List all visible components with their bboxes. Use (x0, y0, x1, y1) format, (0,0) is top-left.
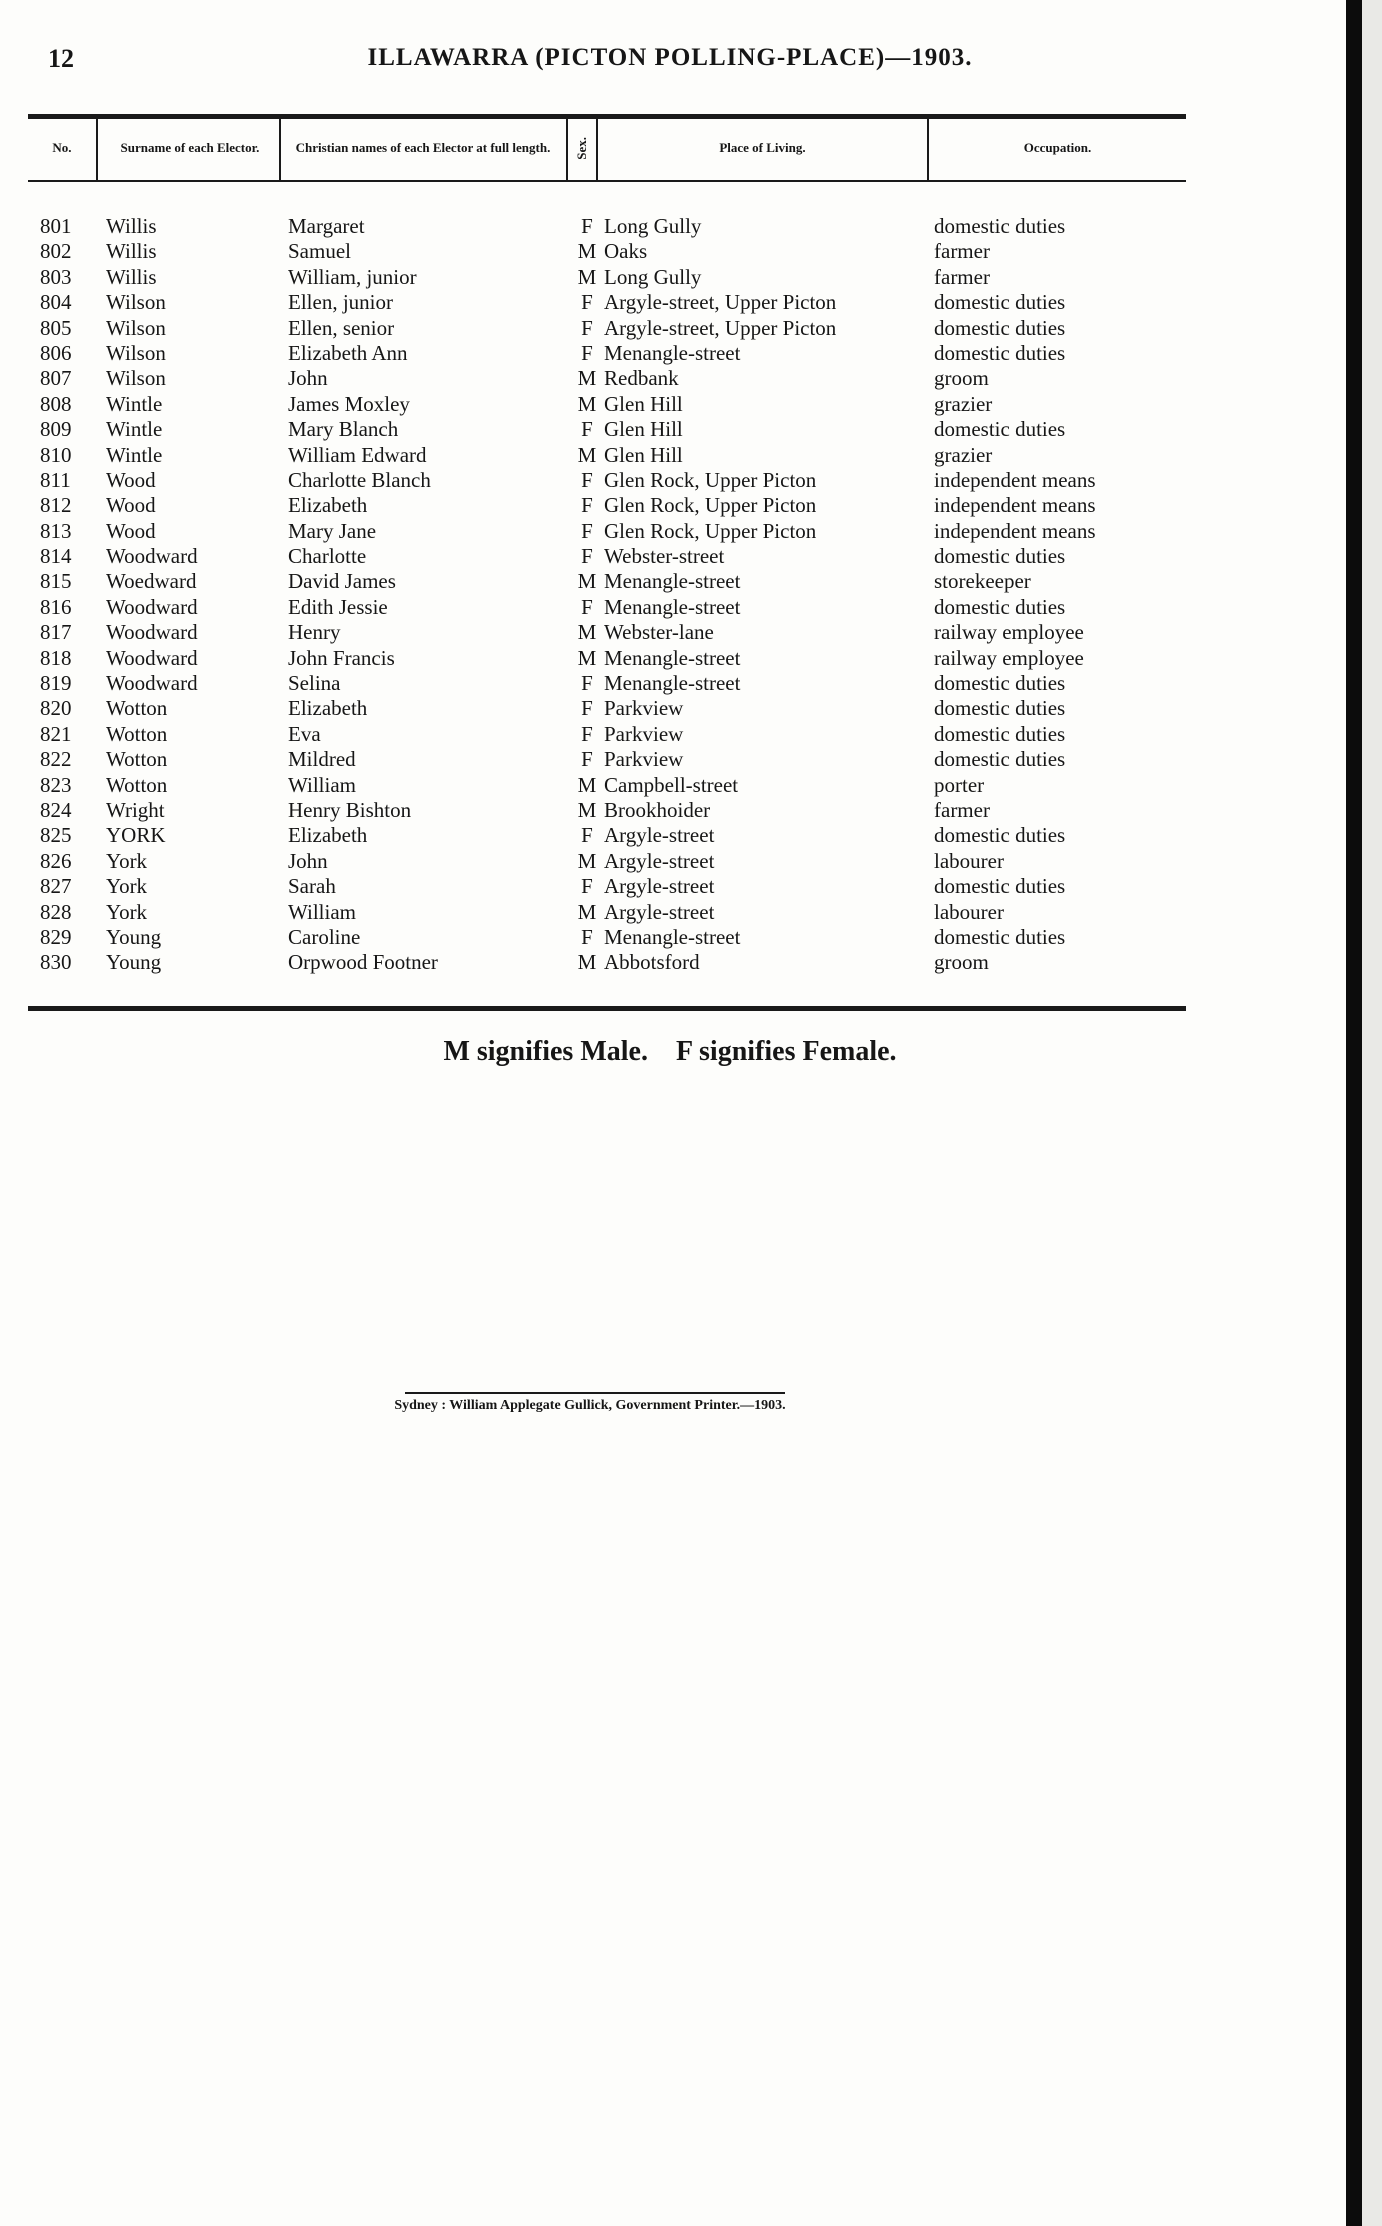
binding-shadow (1362, 0, 1382, 2226)
elector-christian-names: Selina (288, 671, 341, 696)
elector-place: Menangle-street (604, 645, 741, 670)
elector-surname: Young (106, 950, 162, 975)
elector-sex: F (581, 493, 593, 518)
elector-occupation: domestic duties (934, 594, 1066, 619)
elector-surname: Wilson (106, 366, 166, 391)
table-row (0, 900, 1182, 925)
elector-christian-names: David James (288, 569, 396, 594)
elector-occupation: grazier (934, 391, 993, 416)
elector-surname: Wood (106, 493, 156, 518)
elector-place: Argyle-street, Upper Picton (604, 290, 837, 315)
elector-number: 816 (40, 594, 72, 619)
elector-sex: M (577, 620, 597, 645)
elector-surname: Woodward (106, 594, 198, 619)
header-bottom-rule (28, 180, 1186, 182)
elector-occupation: domestic duties (934, 214, 1066, 238)
elector-christian-names: Edith Jessie (288, 594, 388, 619)
elector-number: 830 (40, 950, 72, 975)
elector-surname: Wotton (106, 772, 168, 797)
elector-number: 812 (40, 493, 72, 518)
elector-place: Glen Rock, Upper Picton (604, 493, 817, 518)
elector-christian-names: Sarah (288, 874, 336, 899)
table-row (0, 823, 1182, 848)
elector-sex: M (577, 442, 597, 467)
elector-number: 818 (40, 645, 72, 670)
elector-sex: F (581, 594, 593, 619)
elector-sex: M (577, 239, 597, 264)
table-row (0, 544, 1182, 569)
elector-number: 817 (40, 620, 72, 645)
elector-surname: Woodward (106, 671, 198, 696)
table-row (0, 392, 1182, 417)
elector-place: Long Gully (604, 214, 702, 238)
table-row (0, 595, 1182, 620)
elector-christian-names: Ellen, junior (288, 290, 393, 315)
elector-surname: Young (106, 924, 162, 949)
elector-number: 815 (40, 569, 72, 594)
table-row (0, 366, 1182, 391)
elector-surname: York (106, 874, 148, 899)
elector-christian-names: Samuel (288, 239, 351, 264)
elector-christian-names: Elizabeth (288, 696, 368, 721)
elector-place: Long Gully (604, 264, 702, 289)
elector-christian-names: Mary Blanch (288, 417, 399, 442)
elector-christian-names: William, junior (288, 264, 417, 289)
elector-christian-names: Margaret (288, 214, 365, 238)
elector-place: Parkview (604, 696, 684, 721)
elector-sex: F (581, 467, 593, 492)
table-row (0, 722, 1182, 747)
elector-occupation: storekeeper (934, 569, 1031, 594)
elector-surname: Woodward (106, 620, 198, 645)
elector-surname: Wilson (106, 340, 166, 365)
elector-number: 829 (40, 924, 72, 949)
elector-surname: Willis (106, 239, 157, 264)
elector-christian-names: Ellen, senior (288, 315, 395, 340)
elector-number: 809 (40, 417, 72, 442)
elector-place: Abbotsford (604, 950, 700, 975)
elector-sex: M (577, 264, 597, 289)
elector-christian-names: Elizabeth (288, 493, 368, 518)
elector-surname: Wotton (106, 721, 168, 746)
elector-occupation: groom (934, 366, 989, 391)
page-number: 12 (48, 44, 74, 73)
column-header-place: Place of Living. (719, 140, 806, 156)
elector-surname: York (106, 848, 148, 873)
elector-occupation: domestic duties (934, 340, 1066, 365)
elector-surname: Wintle (106, 417, 163, 442)
table-row (0, 874, 1182, 899)
elector-number: 804 (40, 290, 72, 315)
column-header-no: No. (52, 140, 72, 156)
table-row (0, 519, 1182, 544)
elector-surname: Woodward (106, 544, 198, 569)
elector-place: Argyle-street, Upper Picton (604, 315, 837, 340)
elector-sex: F (581, 696, 593, 721)
column-divider (96, 114, 98, 180)
printer-imprint: Sydney : William Applegate Gullick, Government Printer.—1903. (394, 1398, 786, 1413)
table-row (0, 341, 1182, 366)
elector-occupation: farmer (934, 264, 990, 289)
elector-surname: Willis (106, 214, 157, 238)
elector-surname: Wotton (106, 747, 168, 772)
elector-occupation: independent means (934, 493, 1096, 518)
elector-number: 827 (40, 874, 72, 899)
elector-number: 803 (40, 264, 72, 289)
elector-christian-names: Elizabeth Ann (288, 340, 408, 365)
elector-number: 826 (40, 848, 72, 873)
elector-christian-names: Charlotte (288, 544, 367, 569)
sex-legend: M signifies Male. F signifies Female. (443, 1036, 897, 1067)
elector-surname: Wood (106, 518, 156, 543)
elector-occupation: independent means (934, 518, 1096, 543)
elector-christian-names: William (288, 899, 356, 924)
elector-sex: F (581, 315, 593, 340)
table-row (0, 671, 1182, 696)
elector-sex: F (581, 721, 593, 746)
elector-sex: F (581, 823, 593, 848)
elector-surname: York (106, 899, 148, 924)
table-row (0, 265, 1182, 290)
elector-sex: M (577, 645, 597, 670)
elector-place: Parkview (604, 721, 684, 746)
elector-sex: M (577, 569, 597, 594)
elector-occupation: labourer (934, 848, 1004, 873)
elector-occupation: domestic duties (934, 544, 1066, 569)
elector-place: Menangle-street (604, 671, 741, 696)
elector-place: Glen Rock, Upper Picton (604, 467, 817, 492)
elector-number: 824 (40, 797, 72, 822)
elector-surname: Wintle (106, 442, 163, 467)
elector-christian-names: John (288, 848, 328, 873)
elector-place: Menangle-street (604, 340, 741, 365)
elector-place: Glen Rock, Upper Picton (604, 518, 817, 543)
elector-number: 811 (40, 467, 71, 492)
elector-surname: Wood (106, 467, 156, 492)
elector-surname: Wilson (106, 315, 166, 340)
elector-number: 808 (40, 391, 72, 416)
elector-sex: F (581, 874, 593, 899)
elector-christian-names: Mary Jane (288, 518, 377, 543)
elector-sex: M (577, 797, 597, 822)
binding-spine (1346, 0, 1362, 2226)
elector-place: Argyle-street (604, 823, 715, 848)
elector-place: Menangle-street (604, 924, 741, 949)
elector-occupation: railway employee (934, 645, 1084, 670)
elector-number: 822 (40, 747, 72, 772)
column-header-sex-cell (568, 118, 596, 178)
table-row (0, 773, 1182, 798)
table-bottom-rule (28, 1006, 1186, 1011)
elector-surname: Willis (106, 264, 157, 289)
elector-sex: M (577, 848, 597, 873)
elector-occupation: domestic duties (934, 671, 1066, 696)
elector-christian-names: Eva (288, 721, 321, 746)
elector-occupation: domestic duties (934, 721, 1066, 746)
elector-number: 825 (40, 823, 72, 848)
table-row (0, 620, 1182, 645)
elector-number: 828 (40, 899, 72, 924)
column-header-surname: Surname of each Elector. (120, 140, 260, 156)
elector-christian-names: Caroline (288, 924, 361, 949)
table-row (0, 569, 1182, 594)
elector-place: Argyle-street (604, 848, 715, 873)
elector-christian-names: James Moxley (288, 391, 410, 416)
elector-number: 807 (40, 366, 72, 391)
elector-christian-names: John Francis (288, 645, 395, 670)
elector-occupation: domestic duties (934, 290, 1066, 315)
elector-christian-names: William Edward (288, 442, 427, 467)
column-divider (279, 114, 281, 180)
elector-christian-names: William (288, 772, 356, 797)
elector-number: 813 (40, 518, 72, 543)
table-row (0, 950, 1182, 975)
elector-sex: M (577, 772, 597, 797)
elector-sex: M (577, 950, 597, 975)
column-header-christian-names: Christian names of each Elector at full length. (295, 140, 551, 156)
table-row (0, 646, 1182, 671)
elector-place: Webster-street (604, 544, 725, 569)
elector-sex: F (581, 747, 593, 772)
elector-number: 821 (40, 721, 72, 746)
table-row (0, 443, 1182, 468)
elector-place: Campbell-street (604, 772, 739, 797)
elector-sex: M (577, 391, 597, 416)
elector-sex: F (581, 924, 593, 949)
elector-occupation: labourer (934, 899, 1004, 924)
table-row (0, 798, 1182, 823)
elector-sex: F (581, 290, 593, 315)
elector-place: Argyle-street (604, 899, 715, 924)
elector-place: Oaks (604, 239, 648, 264)
elector-occupation: independent means (934, 467, 1096, 492)
elector-sex: M (577, 899, 597, 924)
elector-sex: M (577, 366, 597, 391)
elector-surname: Woodward (106, 645, 198, 670)
elector-surname: Wright (106, 797, 165, 822)
column-header-occupation: Occupation. (1023, 140, 1092, 156)
elector-surname: Wilson (106, 290, 166, 315)
elector-occupation: domestic duties (934, 823, 1066, 848)
elector-place: Menangle-street (604, 569, 741, 594)
elector-sex: F (581, 340, 593, 365)
table-row (0, 417, 1182, 442)
elector-number: 806 (40, 340, 72, 365)
elector-place: Parkview (604, 747, 684, 772)
elector-christian-names: Orpwood Footner (288, 950, 438, 975)
printer-rule (405, 1392, 785, 1394)
elector-place: Brookhoider (604, 797, 711, 822)
elector-christian-names: Mildred (288, 747, 356, 772)
table-row (0, 468, 1182, 493)
elector-sex: F (581, 671, 593, 696)
elector-occupation: domestic duties (934, 924, 1066, 949)
elector-occupation: farmer (934, 797, 990, 822)
elector-surname: Wintle (106, 391, 163, 416)
table-row (0, 696, 1182, 721)
elector-place: Menangle-street (604, 594, 741, 619)
column-header-sex: Sex. (574, 136, 590, 160)
elector-occupation: grazier (934, 442, 993, 467)
elector-number: 819 (40, 671, 72, 696)
elector-rows (0, 214, 1182, 976)
elector-place: Glen Hill (604, 442, 683, 467)
elector-occupation: farmer (934, 239, 990, 264)
elector-surname: Wotton (106, 696, 168, 721)
elector-sex: F (581, 518, 593, 543)
elector-surname: YORK (106, 823, 166, 848)
elector-place: Redbank (604, 366, 679, 391)
elector-number: 823 (40, 772, 72, 797)
table-row (0, 747, 1182, 772)
elector-christian-names: Elizabeth (288, 823, 368, 848)
elector-sex: F (581, 417, 593, 442)
page-title: ILLAWARRA (PICTON POLLING-PLACE)—1903. (367, 44, 973, 71)
table-row (0, 925, 1182, 950)
elector-number: 802 (40, 239, 72, 264)
elector-occupation: domestic duties (934, 315, 1066, 340)
elector-occupation: groom (934, 950, 989, 975)
table-row (0, 849, 1182, 874)
elector-place: Argyle-street (604, 874, 715, 899)
elector-occupation: railway employee (934, 620, 1084, 645)
elector-occupation: porter (934, 772, 985, 797)
elector-place: Webster-lane (604, 620, 714, 645)
elector-number: 820 (40, 696, 72, 721)
elector-christian-names: John (288, 366, 328, 391)
elector-occupation: domestic duties (934, 874, 1066, 899)
table-row (0, 493, 1182, 518)
elector-number: 810 (40, 442, 72, 467)
elector-place: Glen Hill (604, 417, 683, 442)
elector-sex: F (581, 214, 593, 238)
table-row (0, 214, 1182, 239)
elector-place: Glen Hill (604, 391, 683, 416)
elector-sex: F (581, 544, 593, 569)
table-row (0, 316, 1182, 341)
elector-christian-names: Charlotte Blanch (288, 467, 431, 492)
elector-christian-names: Henry (288, 620, 341, 645)
elector-number: 805 (40, 315, 72, 340)
table-row (0, 239, 1182, 264)
elector-christian-names: Henry Bishton (288, 797, 412, 822)
table-row (0, 290, 1182, 315)
elector-occupation: domestic duties (934, 696, 1066, 721)
elector-number: 814 (40, 544, 72, 569)
elector-surname: Woedward (106, 569, 197, 594)
elector-number: 801 (40, 214, 72, 238)
elector-occupation: domestic duties (934, 747, 1066, 772)
elector-occupation: domestic duties (934, 417, 1066, 442)
